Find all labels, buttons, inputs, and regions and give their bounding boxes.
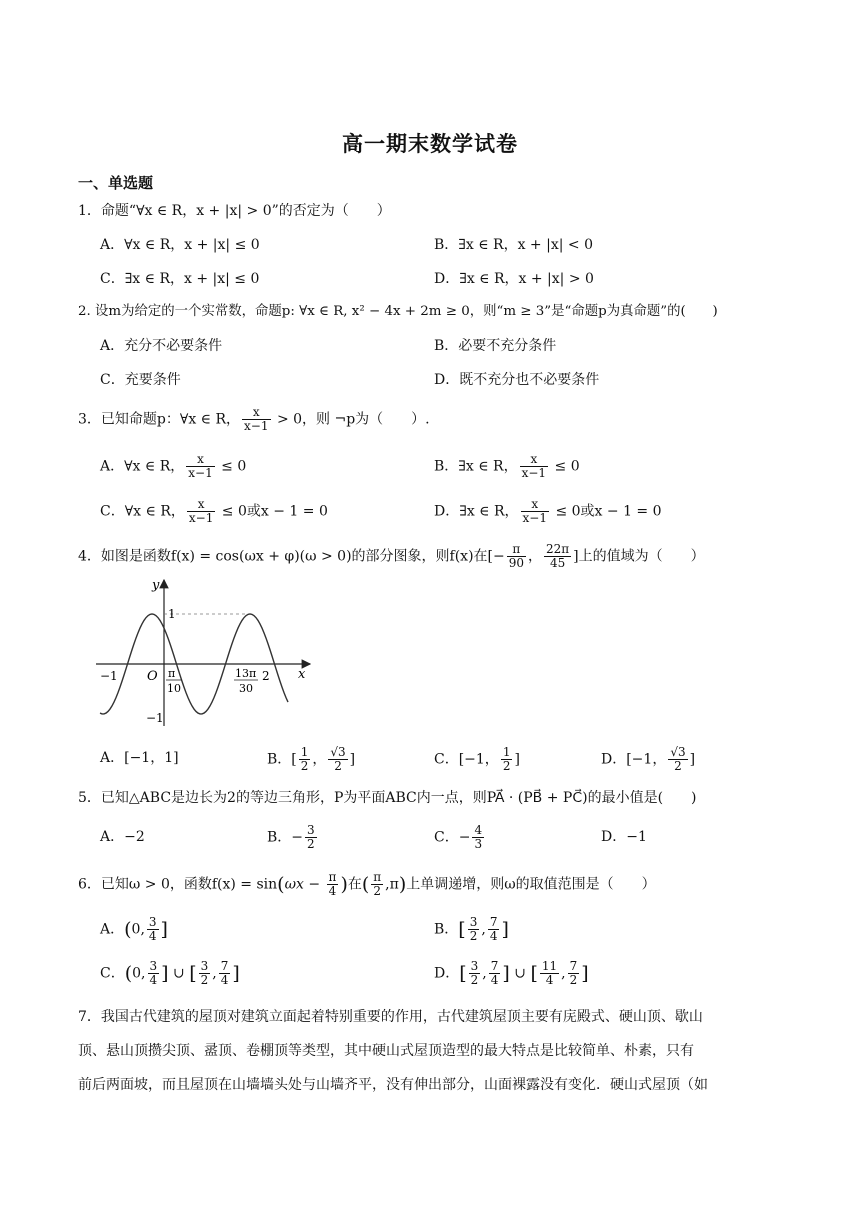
x-tick-pi-10-den: 10 (167, 682, 181, 695)
q5-option-d: D．−1 (601, 829, 647, 845)
q7-line-1: 7．我国古代建筑的屋顶对建筑立面起着特别重要的作用，古代建筑屋顶主要有庑殿式、硬山顶、歇山 (78, 1009, 703, 1025)
q3-fraction: $\frac{x}{x-1}$ (244, 405, 269, 433)
q4-stem: 4．如图是函数f(x) = cos(ωx + φ)(ω > 0)的部分图象，则f(x)在[− $\frac{\pi}{90}$ ， $\frac{22\pi}{45}$ ]上的值域为（ ） (78, 542, 705, 570)
q3-option-c: C．∀x ∈ R， $\frac{x}{x-1}$ ≤ 0或x − 1 = 0 (100, 497, 328, 525)
q3-option-a: A．∀x ∈ R， $\frac{x}{x-1}$ ≤ 0 (100, 452, 247, 480)
q7-line-3: 前后两面坡，而且屋顶在山墙墙头处与山墙齐平，没有伸出部分，山面裸露没有变化．硬山式屋顶（如 (78, 1077, 708, 1093)
x-tick-neg1: −1 (100, 669, 118, 683)
q2-option-a: A．充分不必要条件 (100, 338, 223, 354)
q6-option-a: A．(0, $\frac{3}{4}$ ] (100, 915, 168, 943)
q3-option-b: B．∃x ∈ R， $\frac{x}{x-1}$ ≤ 0 (434, 452, 580, 480)
q2-stem: 2. 设m为给定的一个实常数，命题p: ∀x ∈ R, x² − 4x + 2m ≥ 0，则“m ≥ 3”是“命题p为真命题”的( ) (78, 304, 718, 319)
q1-option-a: A．∀x ∈ R，x + |x| ≤ 0 (100, 237, 260, 253)
q3-option-d: D．∃x ∈ R， $\frac{x}{x-1}$ ≤ 0或x − 1 = 0 (434, 497, 662, 525)
section-heading: 一、单选题 (78, 174, 154, 192)
q5-option-c: C．− $\frac{4}{3}$ (434, 823, 483, 851)
origin-label: O (147, 669, 158, 684)
q1-option-c: C．∃x ∈ R，x + |x| ≤ 0 (100, 271, 260, 287)
q3-stem: 3．已知命题p：∀x ∈ R， $\frac{x}{x-1}$ > 0，则 ¬p为（ ）. (78, 405, 430, 433)
x-tick-2: 2 (262, 669, 270, 683)
y-axis-label: y (152, 578, 160, 593)
x-axis-label: x (298, 667, 306, 682)
q1-option-d: D．∃x ∈ R，x + |x| > 0 (434, 271, 594, 287)
q2-option-d: D．既不充分也不必要条件 (434, 372, 600, 388)
x-tick-13pi-30-num: 13π (235, 667, 257, 680)
q1-option-b: B．∃x ∈ R，x + |x| < 0 (434, 237, 593, 253)
page-title: 高一期末数学试卷 (342, 132, 518, 156)
q7-paragraph (78, 1000, 784, 1102)
x-tick-13pi-30-den: 30 (239, 682, 253, 695)
q5-option-a: A．−2 (100, 829, 145, 845)
q4-option-c: C．[−1， $\frac{1}{2}$ ] (434, 745, 520, 773)
q2-option-b: B．必要不充分条件 (434, 338, 557, 354)
q4-option-b: B．[ $\frac{1}{2}$ ， $\frac{√3}{2}$ ] (267, 745, 356, 773)
q2-option-c: C．充要条件 (100, 372, 181, 388)
x-tick-pi-10-num: π (168, 667, 176, 680)
q4-option-d: D．[−1， $\frac{√3}{2}$ ] (601, 745, 696, 773)
q4-cosine-graph (94, 574, 320, 734)
q6-option-d: D．[ $\frac{3}{2}$ , $\frac{7}{4}$ ] ∪ [ $\frac{11}{4}$ , $\frac{7}{2}$ ] (434, 959, 589, 987)
q5-option-b: B．− $\frac{3}{2}$ (267, 823, 315, 851)
q6-option-c: C．(0, $\frac{3}{4}$ ] ∪ [ $\frac{3}{2}$ , $\frac{7}{4}$ ] (100, 959, 240, 987)
y-tick-1: 1 (168, 607, 176, 621)
q6-option-b: B．[ $\frac{3}{2}$ , $\frac{7}{4}$ ] (434, 915, 509, 943)
q4-option-a: A．[−1，1] (100, 750, 179, 766)
q1-stem: 1．命题“∀x ∈ R，x + |x| > 0”的否定为（ ） (78, 203, 391, 219)
y-tick-neg1: −1 (146, 711, 164, 725)
q6-stem: 6．已知ω > 0，函数f(x) = sin(ωx − $\frac{\pi}{4}$ )在( $\frac{\pi}{2}$ ,π)上单调递增，则ω的取值范围是（ ） (78, 870, 656, 898)
q5-stem: 5．已知△ABC是边长为2的等边三角形，P为平面ABC内一点，则PA⃗ · (PB⃗ + PC⃗)的最小值是( ) (78, 790, 697, 806)
q7-line-2: 顶、悬山顶攒尖顶、盝顶、卷棚顶等类型，其中硬山式屋顶造型的最大特点是比较简单、朴素，只有 (78, 1043, 694, 1059)
